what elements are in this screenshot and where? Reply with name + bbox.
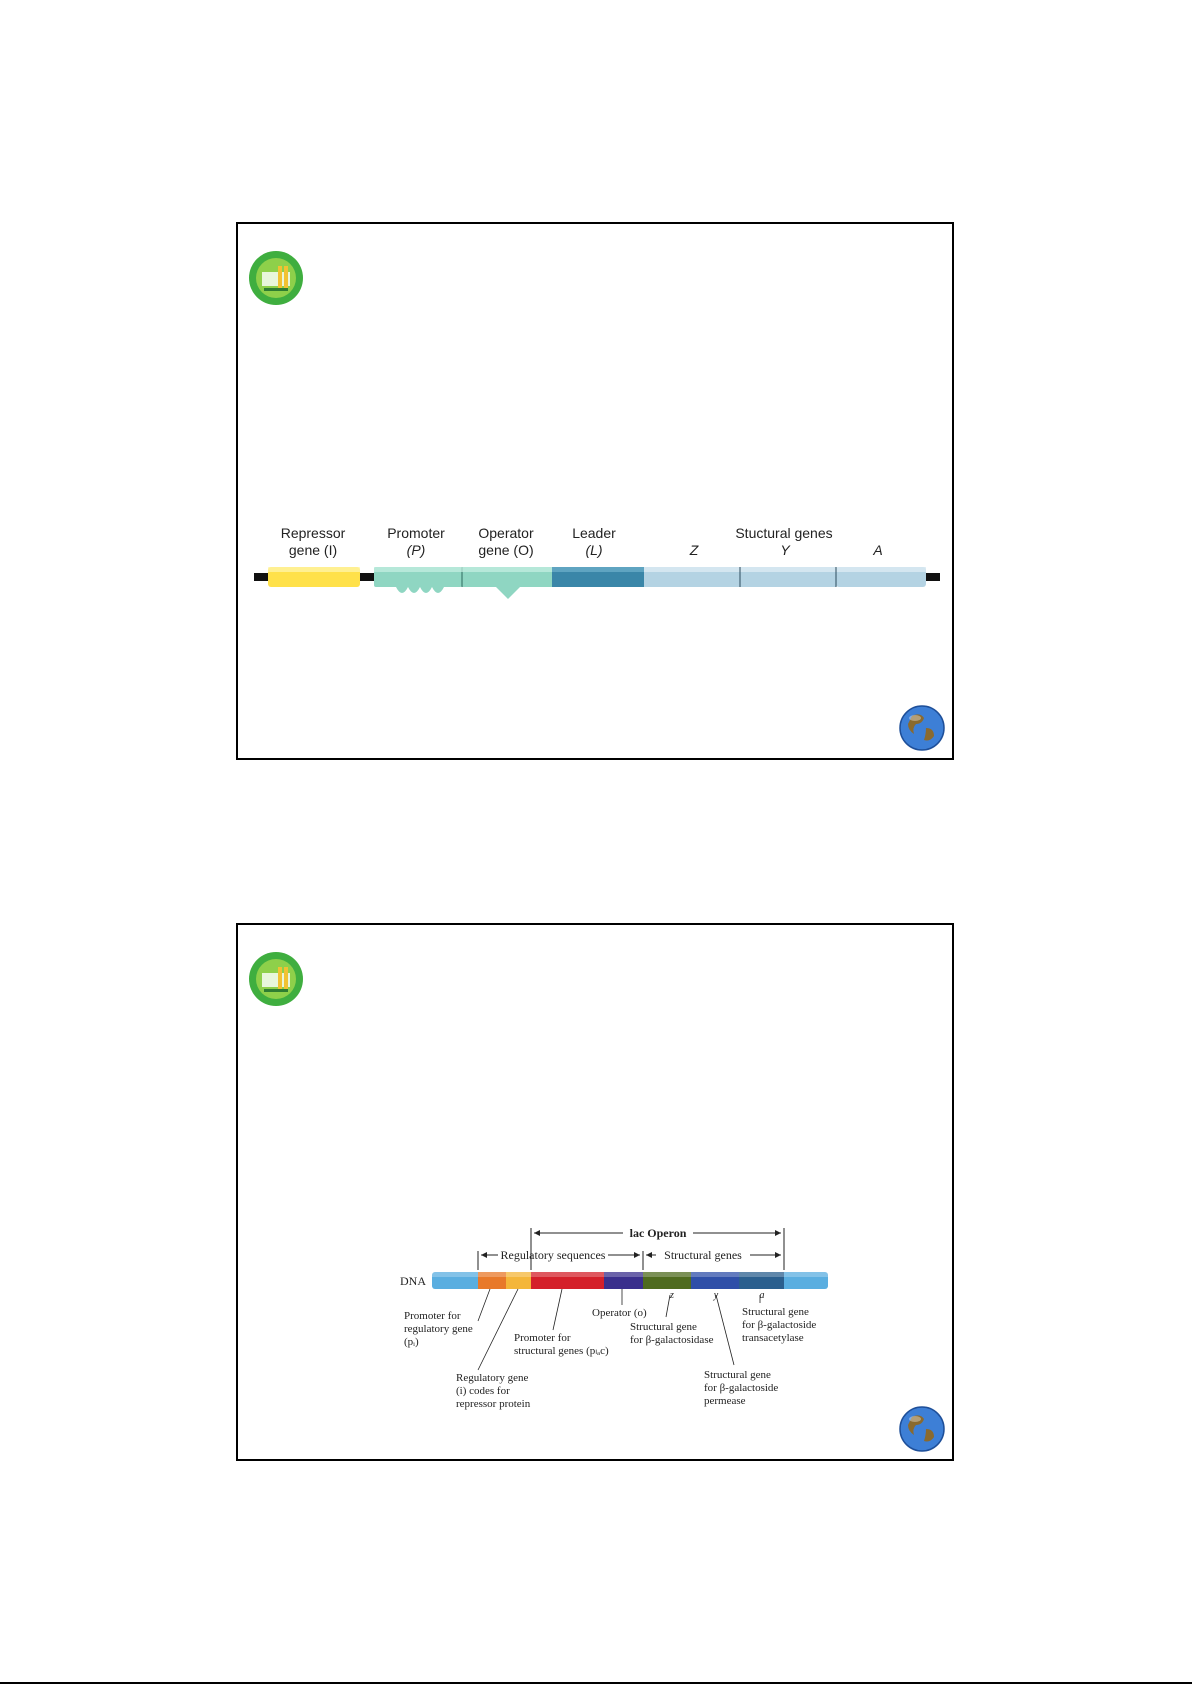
operon-gene-map bbox=[238, 224, 956, 762]
label-repressor-line1: Repressor bbox=[280, 525, 346, 541]
dna-end-right bbox=[926, 573, 940, 581]
label-lac-operon: lac Operon bbox=[629, 1226, 687, 1240]
desc-a-2: for β-galactoside bbox=[742, 1319, 817, 1331]
desc-promoter-i-3: (pᵢ) bbox=[404, 1336, 419, 1348]
label-promoter-line2: (P) bbox=[406, 542, 426, 558]
label-y: y bbox=[713, 1290, 719, 1301]
label-regulatory-sequences: Regulatory sequences bbox=[500, 1248, 606, 1262]
desc-operator: Operator (o) bbox=[592, 1307, 647, 1319]
label-repressor-line2: gene (I) bbox=[288, 542, 338, 558]
desc-promoter-lac-2: structural genes (pₗₐc) bbox=[514, 1345, 609, 1357]
label-structural-genes: Stuctural genes bbox=[735, 525, 833, 541]
label-gene-a: A bbox=[873, 542, 883, 558]
desc-promoter-lac-1: Promoter for bbox=[514, 1332, 571, 1344]
desc-y-3: permease bbox=[704, 1395, 746, 1407]
label-z: z bbox=[670, 1290, 674, 1301]
label-a: a bbox=[759, 1290, 765, 1301]
desc-a-1: Structural gene bbox=[742, 1306, 809, 1318]
desc-y-1: Structural gene bbox=[704, 1369, 771, 1381]
label-operator-line1: Operator bbox=[478, 525, 534, 541]
label-gene-z: Z bbox=[689, 542, 699, 558]
desc-z-1: Structural gene bbox=[630, 1321, 697, 1333]
desc-y-2: for β-galactoside bbox=[704, 1382, 779, 1394]
label-leader-line2: (L) bbox=[585, 542, 603, 558]
label-dna: DNA bbox=[400, 1274, 426, 1288]
lac-operon-map bbox=[238, 925, 956, 1463]
label-promoter-line1: Promoter bbox=[387, 525, 445, 541]
label-operator-line2: gene (O) bbox=[478, 542, 534, 558]
globe-icon bbox=[898, 704, 946, 752]
desc-z-2: for β-galactosidase bbox=[630, 1334, 714, 1346]
slide-operon-structure bbox=[236, 222, 954, 760]
slide-lac-operon bbox=[236, 923, 954, 1461]
desc-promoter-i-2: regulatory gene bbox=[404, 1323, 473, 1335]
dna-end-left bbox=[254, 573, 268, 581]
label-gene-y: Y bbox=[780, 542, 790, 558]
desc-a-3: transacetylase bbox=[742, 1332, 804, 1344]
desc-gene-i-2: (i) codes for bbox=[456, 1385, 510, 1397]
globe-icon bbox=[898, 1405, 946, 1453]
label-leader-line1: Leader bbox=[572, 525, 616, 541]
desc-gene-i-1: Regulatory gene bbox=[456, 1372, 529, 1384]
operator-binding-site bbox=[496, 587, 520, 599]
dna-spacer bbox=[360, 573, 374, 581]
desc-gene-i-3: repressor protein bbox=[456, 1398, 531, 1410]
desc-promoter-i-1: Promoter for bbox=[404, 1310, 461, 1322]
page-bottom-rule bbox=[0, 1682, 1192, 1684]
promoter-binding-site bbox=[396, 587, 444, 593]
label-structural-genes: Structural genes bbox=[664, 1248, 742, 1262]
